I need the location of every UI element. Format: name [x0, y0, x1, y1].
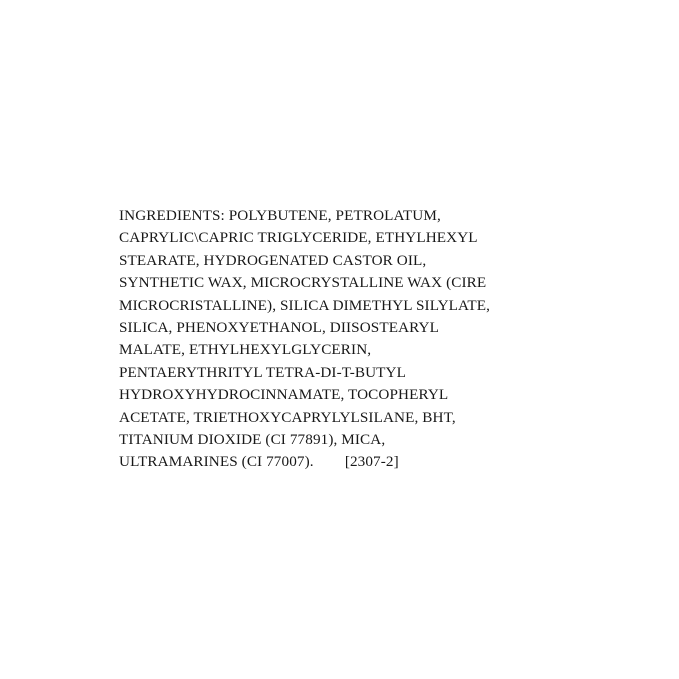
ingredients-line: CAPRYLIC\CAPRIC TRIGLYCERIDE, ETHYLHEXYL [119, 229, 478, 247]
ingredients-line: HYDROXYHYDROCINNAMATE, TOCOPHERYL [119, 386, 449, 404]
ingredients-line: TITANIUM DIOXIDE (CI 77891), MICA, [119, 431, 386, 449]
ingredients-line: INGREDIENTS: POLYBUTENE, PETROLATUM, [119, 207, 441, 224]
ingredients-line: SILICA, PHENOXYETHANOL, DIISOSTEARYL [119, 319, 439, 337]
ingredients-line: MICROCRISTALLINE), SILICA DIMETHYL SILYLATE, [119, 296, 491, 314]
ingredients-line: SYNTHETIC WAX, MICROCRYSTALLINE WAX (CIRE [119, 274, 487, 292]
ingredients-line: MALATE, ETHYLHEXYLGLYCERIN, [119, 341, 372, 359]
ingredients-line: PENTAERYTHRITYL TETRA-DI-T-BUTYL [119, 363, 406, 381]
ingredients-line: STEARATE, HYDROGENATED CASTOR OIL, [119, 251, 427, 269]
ingredients-line: ACETATE, TRIETHOXYCAPRYLYLSILANE, BHT, [119, 408, 456, 426]
ingredients-line-with-batch-code: ULTRAMARINES (CI 77007). [2307-2] [119, 453, 399, 471]
ingredients-text-block [119, 205, 589, 474]
